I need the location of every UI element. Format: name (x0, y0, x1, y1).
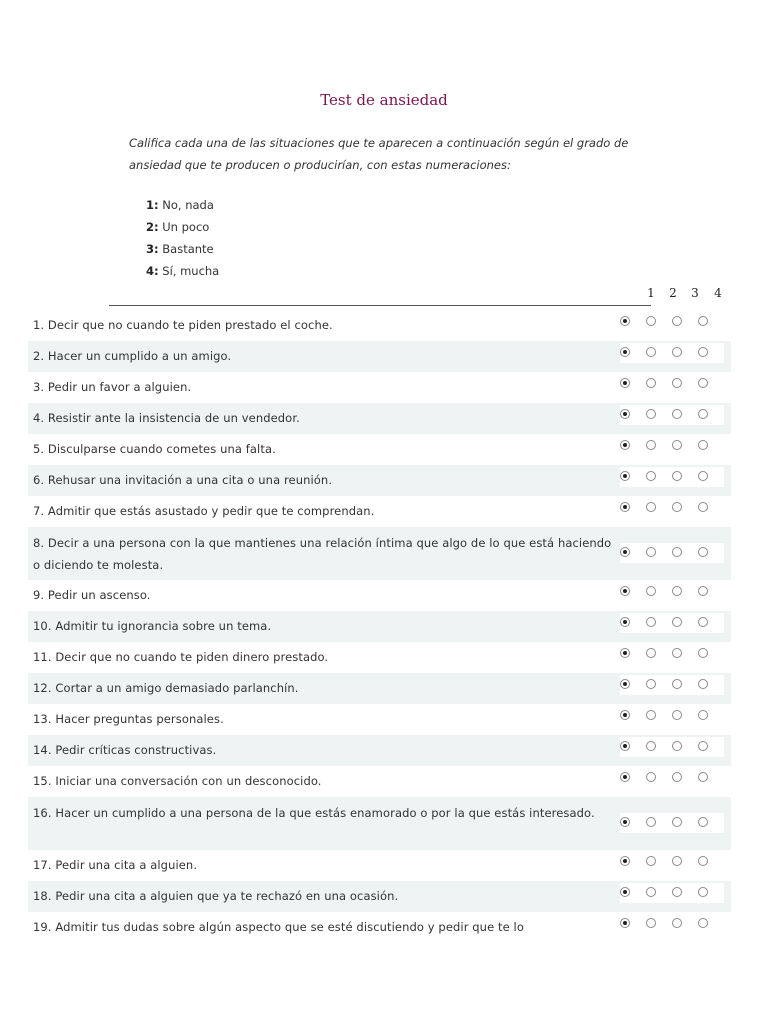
radio-option-4[interactable] (698, 856, 708, 866)
column-header-3: 3 (691, 286, 699, 300)
radio-group (620, 467, 724, 487)
radio-option-3[interactable] (672, 856, 682, 866)
radio-option-1[interactable] (620, 648, 630, 658)
question-row (28, 735, 731, 766)
scale-legend (146, 194, 219, 282)
radio-option-2[interactable] (646, 648, 656, 658)
radio-option-1[interactable] (620, 741, 630, 751)
question-list (28, 310, 731, 943)
radio-group (620, 582, 724, 602)
radio-group (620, 644, 724, 664)
question-text: 15. Iniciar una conversación con un desconocido. (33, 774, 322, 788)
radio-option-1[interactable] (620, 918, 630, 928)
radio-option-4[interactable] (698, 347, 708, 357)
radio-option-2[interactable] (646, 409, 656, 419)
radio-option-3[interactable] (672, 547, 682, 557)
radio-option-3[interactable] (672, 440, 682, 450)
scale-number: 2: (146, 220, 159, 234)
column-header-1: 1 (647, 286, 655, 300)
radio-option-2[interactable] (646, 918, 656, 928)
radio-option-3[interactable] (672, 347, 682, 357)
radio-option-1[interactable] (620, 887, 630, 897)
radio-option-1[interactable] (620, 710, 630, 720)
radio-option-3[interactable] (672, 409, 682, 419)
radio-option-4[interactable] (698, 378, 708, 388)
radio-option-4[interactable] (698, 471, 708, 481)
radio-option-2[interactable] (646, 316, 656, 326)
radio-option-3[interactable] (672, 378, 682, 388)
radio-option-4[interactable] (698, 679, 708, 689)
radio-option-2[interactable] (646, 547, 656, 557)
radio-group (620, 706, 724, 726)
radio-option-4[interactable] (698, 648, 708, 658)
radio-option-1[interactable] (620, 586, 630, 596)
question-row (28, 527, 731, 580)
radio-option-1[interactable] (620, 502, 630, 512)
scale-item (146, 216, 219, 238)
radio-option-4[interactable] (698, 409, 708, 419)
radio-option-4[interactable] (698, 316, 708, 326)
question-row (28, 372, 731, 403)
radio-option-3[interactable] (672, 471, 682, 481)
question-text: 1. Decir que no cuando te piden prestado el coche. (33, 318, 333, 332)
scale-label: Sí, mucha (162, 264, 220, 278)
radio-option-3[interactable] (672, 772, 682, 782)
radio-option-3[interactable] (672, 710, 682, 720)
scale-label: Un poco (162, 220, 210, 234)
question-text: 3. Pedir un favor a alguien. (33, 380, 192, 394)
question-text: 9. Pedir un ascenso. (33, 588, 151, 602)
scale-item (146, 194, 219, 216)
radio-option-1[interactable] (620, 471, 630, 481)
question-row (28, 310, 731, 341)
question-row (28, 341, 731, 372)
radio-option-2[interactable] (646, 741, 656, 751)
radio-option-4[interactable] (698, 502, 708, 512)
radio-option-2[interactable] (646, 440, 656, 450)
radio-option-2[interactable] (646, 378, 656, 388)
radio-option-3[interactable] (672, 648, 682, 658)
radio-group (620, 543, 724, 563)
radio-option-3[interactable] (672, 679, 682, 689)
radio-option-3[interactable] (672, 586, 682, 596)
radio-option-2[interactable] (646, 772, 656, 782)
radio-option-4[interactable] (698, 741, 708, 751)
intro-text: Califica cada una de las situaciones que te aparecen a continuación según el grado de ansiedad que te producen o producirían, con estas numeraciones: (129, 136, 629, 172)
radio-option-2[interactable] (646, 679, 656, 689)
radio-option-4[interactable] (698, 887, 708, 897)
radio-option-1[interactable] (620, 617, 630, 627)
question-row (28, 912, 731, 943)
radio-group (620, 852, 724, 872)
radio-option-1[interactable] (620, 378, 630, 388)
radio-option-4[interactable] (698, 918, 708, 928)
question-text: 11. Decir que no cuando te piden dinero prestado. (33, 650, 329, 664)
question-text: 7. Admitir que estás asustado y pedir que te comprendan. (33, 504, 375, 518)
header-divider (109, 305, 651, 306)
radio-group (620, 883, 724, 903)
question-text: 5. Disculparse cuando cometes una falta. (33, 442, 276, 456)
radio-group (620, 312, 724, 332)
question-text: 17. Pedir una cita a alguien. (33, 858, 198, 872)
radio-group (620, 813, 724, 833)
question-text: 2. Hacer un cumplido a un amigo. (33, 349, 232, 363)
question-row (28, 611, 731, 642)
radio-option-4[interactable] (698, 817, 708, 827)
question-row (28, 403, 731, 434)
question-row (28, 642, 731, 673)
question-text: 13. Hacer preguntas personales. (33, 712, 224, 726)
radio-option-1[interactable] (620, 547, 630, 557)
question-text: 10. Admitir tu ignorancia sobre un tema. (33, 619, 272, 633)
radio-option-4[interactable] (698, 710, 708, 720)
radio-option-2[interactable] (646, 710, 656, 720)
radio-option-2[interactable] (646, 586, 656, 596)
radio-option-1[interactable] (620, 679, 630, 689)
radio-option-2[interactable] (646, 887, 656, 897)
radio-group (620, 613, 724, 633)
radio-group (620, 343, 724, 363)
page-title: Test de ansiedad (320, 91, 448, 109)
question-row (28, 766, 731, 797)
radio-option-3[interactable] (672, 316, 682, 326)
question-row (28, 850, 731, 881)
radio-group (620, 405, 724, 425)
question-text: 18. Pedir una cita a alguien que ya te rechazó en una ocasión. (33, 889, 399, 903)
radio-option-3[interactable] (672, 617, 682, 627)
radio-option-1[interactable] (620, 409, 630, 419)
question-text: 14. Pedir críticas constructivas. (33, 743, 217, 757)
radio-option-2[interactable] (646, 347, 656, 357)
question-row (28, 673, 731, 704)
scale-label: Bastante (162, 242, 214, 256)
question-row (28, 434, 731, 465)
question-text: 6. Rehusar una invitación a una cita o una reunión. (33, 473, 333, 487)
radio-group (620, 498, 724, 518)
radio-option-3[interactable] (672, 887, 682, 897)
radio-option-4[interactable] (698, 547, 708, 557)
scale-item (146, 260, 219, 282)
question-text: 4. Resistir ante la insistencia de un vendedor. (33, 411, 300, 425)
radio-group (620, 436, 724, 456)
question-row (28, 881, 731, 912)
radio-option-2[interactable] (646, 617, 656, 627)
scale-label: No, nada (162, 198, 214, 212)
radio-option-3[interactable] (672, 918, 682, 928)
radio-option-2[interactable] (646, 817, 656, 827)
scale-item (146, 238, 219, 260)
radio-option-4[interactable] (698, 440, 708, 450)
radio-option-1[interactable] (620, 817, 630, 827)
question-text: 16. Hacer un cumplido a una persona de la que estás enamorado o por la que estás interesado. (33, 806, 595, 820)
question-row (28, 704, 731, 735)
radio-group (620, 675, 724, 695)
radio-option-3[interactable] (672, 741, 682, 751)
radio-option-3[interactable] (672, 502, 682, 512)
radio-option-1[interactable] (620, 347, 630, 357)
question-row (28, 797, 731, 850)
radio-option-1[interactable] (620, 856, 630, 866)
question-text: 12. Cortar a un amigo demasiado parlanchín. (33, 681, 299, 695)
radio-group (620, 914, 724, 934)
radio-option-2[interactable] (646, 471, 656, 481)
radio-option-1[interactable] (620, 316, 630, 326)
radio-group (620, 768, 724, 788)
scale-number: 1: (146, 198, 159, 212)
radio-group (620, 374, 724, 394)
radio-option-2[interactable] (646, 502, 656, 512)
radio-group (620, 737, 724, 757)
column-header-2: 2 (669, 286, 677, 300)
radio-option-1[interactable] (620, 440, 630, 450)
scale-number: 3: (146, 242, 159, 256)
question-text: 8. Decir a una persona con la que mantienes una relación íntima que algo de lo que está haciendo o diciendo te molesta. (33, 536, 612, 572)
radio-option-1[interactable] (620, 772, 630, 782)
radio-option-3[interactable] (672, 817, 682, 827)
scale-number: 4: (146, 264, 159, 278)
radio-option-2[interactable] (646, 856, 656, 866)
radio-option-4[interactable] (698, 617, 708, 627)
column-header-4: 4 (714, 286, 722, 300)
radio-option-4[interactable] (698, 772, 708, 782)
radio-option-4[interactable] (698, 586, 708, 596)
question-row (28, 580, 731, 611)
question-text: 19. Admitir tus dudas sobre algún aspecto que se esté discutiendo y pedir que te lo (33, 920, 524, 934)
question-row (28, 465, 731, 496)
question-row (28, 496, 731, 527)
